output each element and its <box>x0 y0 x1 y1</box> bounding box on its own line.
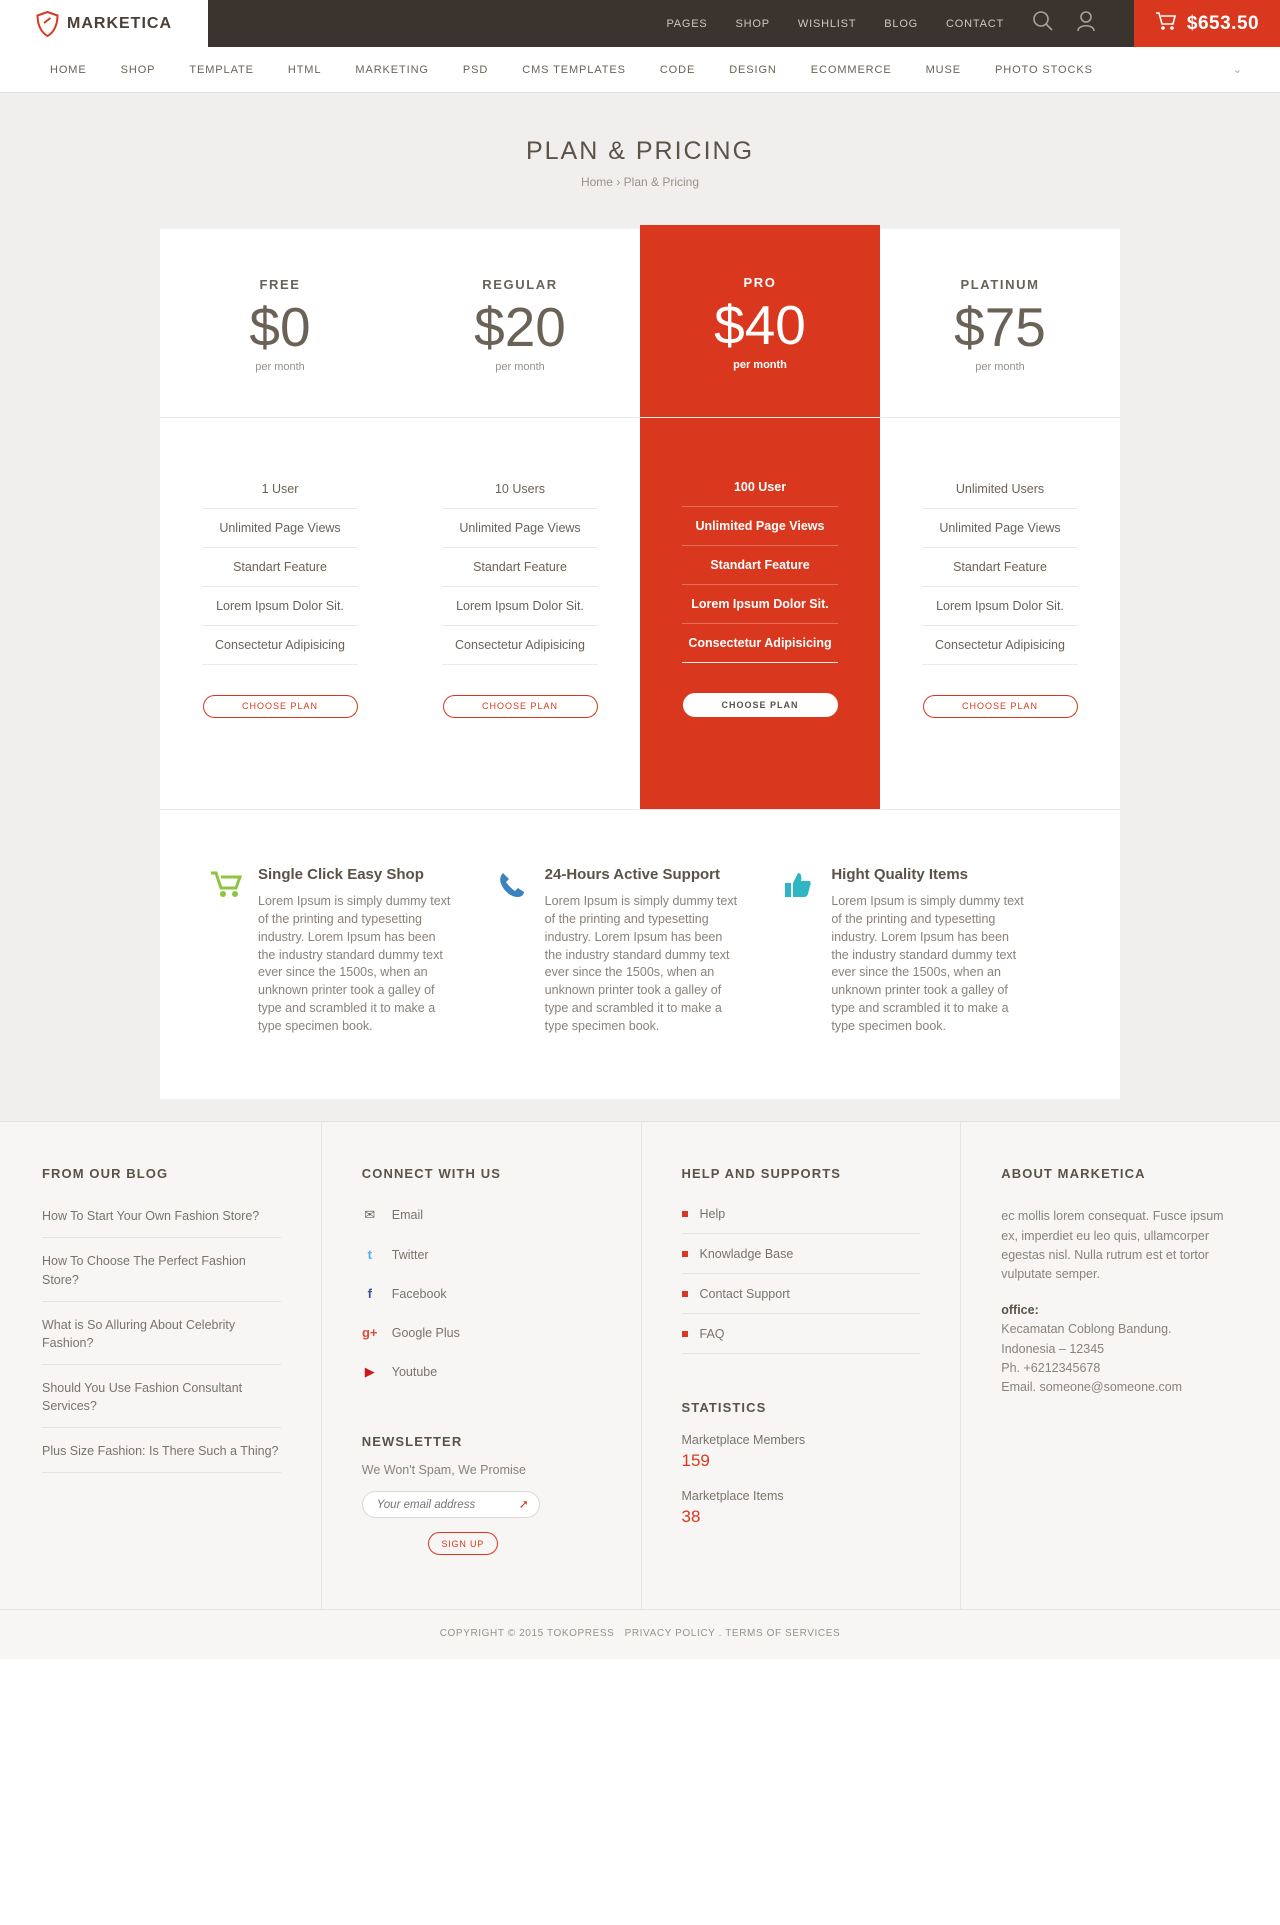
plan-body-platinum <box>880 418 1120 809</box>
plan-feature: 10 Users <box>442 470 598 509</box>
pricing-body-row <box>160 418 1120 809</box>
social-label: Twitter <box>391 1247 429 1262</box>
help-link-label: FAQ <box>699 1327 725 1342</box>
topnav-item-shop[interactable]: SHOP <box>735 17 770 30</box>
plan-feature: Standart Feature <box>922 548 1078 587</box>
nav-item-ecommerce[interactable]: ECOMMERCE <box>810 63 892 76</box>
help-link[interactable] <box>682 1287 921 1314</box>
plan-feature: Unlimited Page Views <box>922 509 1078 548</box>
footer-help-title: HELP AND SUPPORTS <box>681 1166 842 1182</box>
feature-title: 24-Hours Active Support <box>544 866 720 884</box>
topnav-item-wishlist[interactable]: WISHLIST <box>797 17 857 30</box>
blog-link[interactable]: How To Start Your Own Fashion Store? <box>42 1207 281 1238</box>
email-icon: ✉ <box>364 1207 376 1223</box>
feature-item-quality <box>783 866 1070 1035</box>
social-link-google-plus[interactable] <box>362 1325 601 1352</box>
twitter-icon: t <box>367 1247 372 1263</box>
plan-price: $40 <box>714 294 806 356</box>
user-icon[interactable] <box>1076 10 1096 37</box>
main-navigation <box>0 47 1280 93</box>
privacy-policy-link[interactable]: PRIVACY POLICY <box>624 1628 716 1640</box>
logo-text: MARKETICA <box>67 14 172 32</box>
blog-link[interactable]: How To Choose The Perfect Fashion Store? <box>42 1252 281 1301</box>
feature-text: Lorem Ipsum is simply dummy text of the printing and typesetting industry. Lorem Ipsum has been the industry standard dummy text ever since the 1500s, when an unknown printer took a galley of type and scrambled it to make a type specimen book. <box>831 894 1024 1033</box>
plan-feature: Unlimited Page Views <box>682 507 838 546</box>
nav-item-template[interactable]: TEMPLATE <box>189 63 254 76</box>
feature-item-support <box>497 866 784 1035</box>
feature-title: Single Click Easy Shop <box>258 866 424 884</box>
social-link-facebook[interactable] <box>362 1286 601 1313</box>
social-link-twitter[interactable] <box>362 1247 601 1274</box>
cart-button[interactable] <box>1134 0 1280 47</box>
footer-connect-title: CONNECT WITH US <box>361 1166 502 1182</box>
plan-period: per month <box>495 361 545 374</box>
plan-body-free <box>160 418 400 809</box>
breadcrumb <box>0 175 1280 189</box>
bullet-icon <box>682 1211 688 1217</box>
plan-feature: Unlimited Page Views <box>202 509 358 548</box>
nav-item-home[interactable]: HOME <box>50 63 87 76</box>
social-label: Youtube <box>391 1365 438 1380</box>
breadcrumb-home[interactable]: Home <box>580 175 613 189</box>
nav-item-photo-stocks[interactable]: PHOTO STOCKS <box>995 63 1093 76</box>
facebook-icon: f <box>367 1286 372 1302</box>
plan-feature: Lorem Ipsum Dolor Sit. <box>682 585 838 624</box>
youtube-icon: ▶ <box>364 1364 375 1380</box>
top-navigation <box>208 0 1134 47</box>
copyright-text: COPYRIGHT © 2015 TOKOPRESS <box>439 1628 615 1640</box>
newsletter-subtitle: We Won't Spam, We Promise <box>361 1463 526 1478</box>
logo[interactable] <box>0 0 208 47</box>
plan-name: FREE <box>259 277 301 292</box>
bullet-icon <box>682 1251 688 1257</box>
page-header <box>0 93 1280 229</box>
newsletter-title: NEWSLETTER <box>361 1434 463 1450</box>
footer <box>0 1121 1280 1609</box>
blog-link[interactable]: What is So Alluring About Celebrity Fashion? <box>42 1316 281 1365</box>
plan-feature: Lorem Ipsum Dolor Sit. <box>202 587 358 626</box>
help-link-label: Knowladge Base <box>699 1247 794 1262</box>
content-area <box>0 229 1280 1121</box>
phone-icon <box>497 866 531 1035</box>
pricing-card <box>160 229 1120 1099</box>
bullet-icon <box>682 1291 688 1297</box>
social-label: Google Plus <box>391 1325 460 1340</box>
plan-price: $75 <box>954 296 1046 358</box>
plan-feature: Lorem Ipsum Dolor Sit. <box>442 587 598 626</box>
feature-text: Lorem Ipsum is simply dummy text of the printing and typesetting industry. Lorem Ipsum has been the industry standard dummy text ever since the 1500s, when an unknown printer took a galley of type and scrambled it to make a type specimen book. <box>544 894 738 1033</box>
help-link[interactable] <box>682 1247 921 1274</box>
plan-feature: Consectetur Adipisicing <box>202 626 358 665</box>
plan-feature: Unlimited Users <box>922 470 1078 509</box>
plan-name: PLATINUM <box>960 277 1040 292</box>
office-label: office: <box>1001 1302 1039 1317</box>
plan-feature: Standart Feature <box>442 548 598 587</box>
social-link-youtube[interactable] <box>362 1364 601 1392</box>
plan-feature: Consectetur Adipisicing <box>682 624 838 663</box>
terms-link[interactable]: TERMS OF SERVICES <box>725 1628 841 1640</box>
social-label: Email <box>391 1208 424 1223</box>
social-label: Facebook <box>391 1286 447 1301</box>
send-arrow-icon[interactable]: ➚ <box>518 1497 529 1512</box>
nav-item-shop[interactable]: SHOP <box>120 63 156 76</box>
footer-about-column <box>961 1122 1280 1609</box>
nav-item-design[interactable]: DESIGN <box>729 63 777 76</box>
feature-item-shop <box>210 866 497 1035</box>
newsletter-email-input[interactable] <box>362 1491 540 1518</box>
plan-feature: 100 User <box>682 468 838 507</box>
plan-body-regular <box>400 418 640 809</box>
page-title: PLAN & PRICING <box>525 137 755 165</box>
plan-feature: Standart Feature <box>682 546 838 585</box>
help-link-label: Help <box>699 1207 726 1222</box>
plan-header-free <box>160 229 400 417</box>
office-phone: Ph. +6212345678 <box>1001 1360 1101 1375</box>
social-link-email[interactable] <box>362 1207 601 1235</box>
plan-period: per month <box>733 359 787 372</box>
nav-item-code[interactable]: CODE <box>659 63 696 76</box>
copyright-bar <box>0 1609 1280 1659</box>
bullet-icon <box>682 1331 688 1337</box>
footer-help-column <box>642 1122 962 1609</box>
footer-about-title: ABOUT MARKETICA <box>1001 1166 1146 1182</box>
choose-plan-button-free[interactable]: CHOOSE PLAN <box>203 695 358 718</box>
feature-text: Lorem Ipsum is simply dummy text of the printing and typesetting industry. Lorem Ipsum has been the industry standard dummy text ever since the 1500s, when an unknown printer took a galley of type and scrambled it to make a type specimen book. <box>258 894 451 1033</box>
choose-plan-button-platinum[interactable]: CHOOSE PLAN <box>923 695 1078 718</box>
blog-link[interactable]: Plus Size Fashion: Is There Such a Thing? <box>42 1442 281 1473</box>
plan-feature: Standart Feature <box>202 548 358 587</box>
feature-strip <box>160 810 1120 1099</box>
nav-item-html[interactable]: HTML <box>287 63 322 76</box>
cart-total: $653.50 <box>1186 12 1260 34</box>
chevron-down-icon[interactable]: ⌄ <box>1232 64 1242 76</box>
plan-feature: Unlimited Page Views <box>442 509 598 548</box>
stat-value: 159 <box>681 1451 710 1471</box>
stat-value: 38 <box>681 1507 701 1527</box>
feature-title: Hight Quality Items <box>831 866 969 884</box>
nav-item-psd[interactable]: PSD <box>462 63 489 76</box>
cart-icon <box>1155 11 1177 36</box>
shield-logo-icon <box>36 11 59 37</box>
blog-link[interactable]: Should You Use Fashion Consultant Services? <box>42 1379 281 1428</box>
office-address-2: Indonesia – 12345 <box>1001 1341 1105 1356</box>
stat-label: Marketplace Items <box>681 1489 784 1504</box>
breadcrumb-current: Plan & Pricing <box>623 175 700 189</box>
nav-item-marketing[interactable]: MARKETING <box>355 63 429 76</box>
nav-item-cms-templates[interactable]: CMS TEMPLATES <box>522 63 626 76</box>
help-link[interactable] <box>682 1327 921 1354</box>
stat-label: Marketplace Members <box>681 1433 806 1448</box>
copyright-separator: . <box>718 1628 723 1640</box>
plan-header-pro <box>640 225 880 417</box>
office-email: Email. someone@someone.com <box>1001 1380 1183 1395</box>
plan-feature: 1 User <box>202 470 358 509</box>
choose-plan-button-regular[interactable]: CHOOSE PLAN <box>443 695 598 718</box>
plan-name: REGULAR <box>482 277 558 292</box>
plan-header-regular <box>400 229 640 417</box>
topnav-item-pages[interactable]: PAGES <box>666 17 708 30</box>
plan-name: PRO <box>743 275 777 290</box>
plan-period: per month <box>975 361 1025 374</box>
plan-period: per month <box>255 361 305 374</box>
statistics-title: STATISTICS <box>681 1400 767 1416</box>
help-link[interactable] <box>682 1207 921 1234</box>
newsletter-signup-button[interactable]: SIGN UP <box>428 1532 498 1555</box>
thumbs-up-icon <box>783 866 817 1035</box>
help-link-label: Contact Support <box>699 1287 790 1302</box>
plan-feature: Consectetur Adipisicing <box>442 626 598 665</box>
plan-price: $20 <box>474 296 566 358</box>
plan-feature: Lorem Ipsum Dolor Sit. <box>922 587 1078 626</box>
nav-item-muse[interactable]: MUSE <box>925 63 961 76</box>
plan-body-pro <box>640 418 880 809</box>
plan-header-platinum <box>880 229 1120 417</box>
about-text: ec mollis lorem consequat. Fusce ipsum ex, imperdiet eu leo quis, ullamcorper egestas nisl. Nulla rutrum est et tortor vulputate semper. <box>1001 1209 1224 1282</box>
topnav-item-blog[interactable]: BLOG <box>884 17 919 30</box>
pricing-header-row <box>160 229 1120 418</box>
shopping-cart-icon <box>210 866 244 1035</box>
office-address-1: Kecamatan Coblong Bandung. <box>1001 1322 1172 1337</box>
search-icon[interactable] <box>1032 10 1054 37</box>
google-plus-icon: g+ <box>361 1325 378 1341</box>
topnav-item-contact[interactable]: CONTACT <box>946 17 1004 30</box>
plan-feature: Consectetur Adipisicing <box>922 626 1078 665</box>
top-bar <box>0 0 1280 47</box>
breadcrumb-separator: › <box>616 175 621 189</box>
footer-blog-title: FROM OUR BLOG <box>42 1166 169 1182</box>
footer-blog-column <box>0 1122 322 1609</box>
plan-price: $0 <box>249 296 311 358</box>
choose-plan-button-pro[interactable]: CHOOSE PLAN <box>683 693 838 717</box>
footer-connect-column <box>322 1122 642 1609</box>
